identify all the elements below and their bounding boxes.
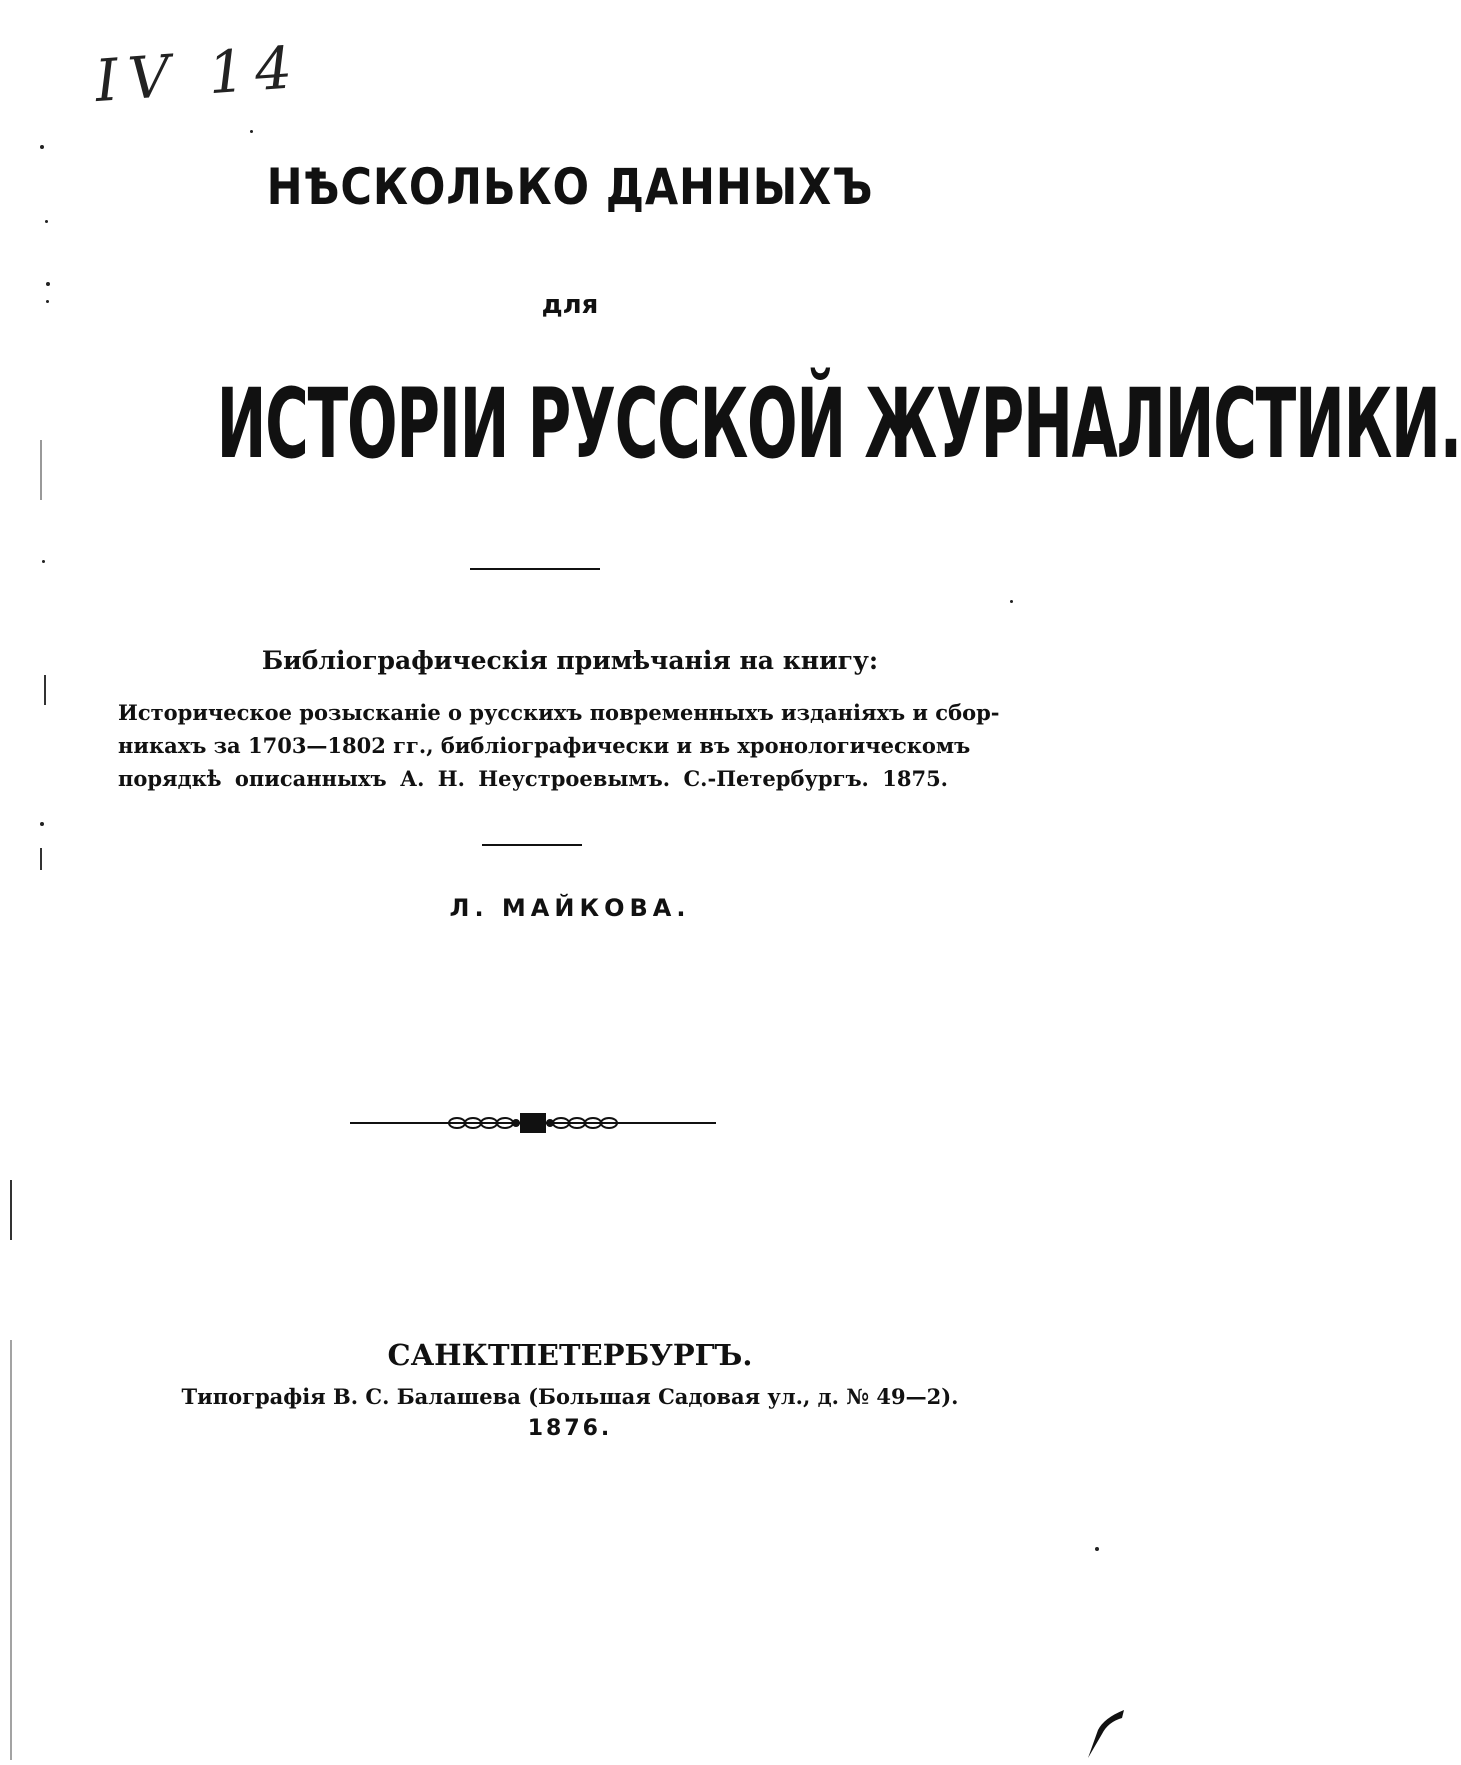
ornamental-divider-icon: [350, 1108, 716, 1138]
scan-margin-mark: [40, 440, 42, 500]
scan-speck: [45, 220, 48, 223]
scan-speck: [42, 560, 45, 563]
scan-speck: [40, 145, 44, 149]
title-line-2: для: [541, 290, 599, 320]
imprint-printer: Типографія В. С. Балашева (Большая Садовая ул., д. № 49—2).: [181, 1384, 959, 1409]
title-line-3: ИСТОРІИ РУССКОЙ ЖУРНАЛИСТИКИ.: [216, 368, 1461, 480]
corner-mark-icon: [1080, 1700, 1130, 1760]
scan-speck: [40, 822, 44, 826]
scan-speck: [1095, 1547, 1099, 1551]
scan-speck: [46, 282, 50, 286]
description-line-3: порядкѣ описанныхъ А. Н. Неустроевымъ. С.-Петербургъ. 1875.: [118, 766, 948, 791]
description-line-1: Историческое розысканіе о русскихъ повременныхъ изданіяхъ и сбор-: [118, 700, 1000, 725]
scan-margin-mark: [10, 1180, 12, 1240]
scan-speck: [1010, 600, 1013, 603]
scan-speck: [250, 130, 253, 133]
title-line-1: НѢСКОЛЬКО ДАННЫХЪ: [266, 158, 874, 216]
imprint-city: САНКТПЕТЕРБУРГЪ.: [387, 1338, 753, 1372]
description-line-2: никахъ за 1703—1802 гг., библіографически и въ хронологическомъ: [118, 733, 971, 758]
subtitle: Библіографическія примѣчанія на книгу:: [261, 646, 879, 675]
divider-rule-2: [482, 844, 582, 846]
imprint-year: 1876.: [527, 1416, 613, 1441]
scan-margin-mark: [44, 675, 46, 705]
handwritten-shelf-mark: IV 14: [92, 32, 305, 116]
scan-margin-mark: [40, 848, 42, 870]
divider-rule-1: [470, 568, 600, 570]
author-name: Л. МАЙКОВА.: [449, 894, 691, 922]
